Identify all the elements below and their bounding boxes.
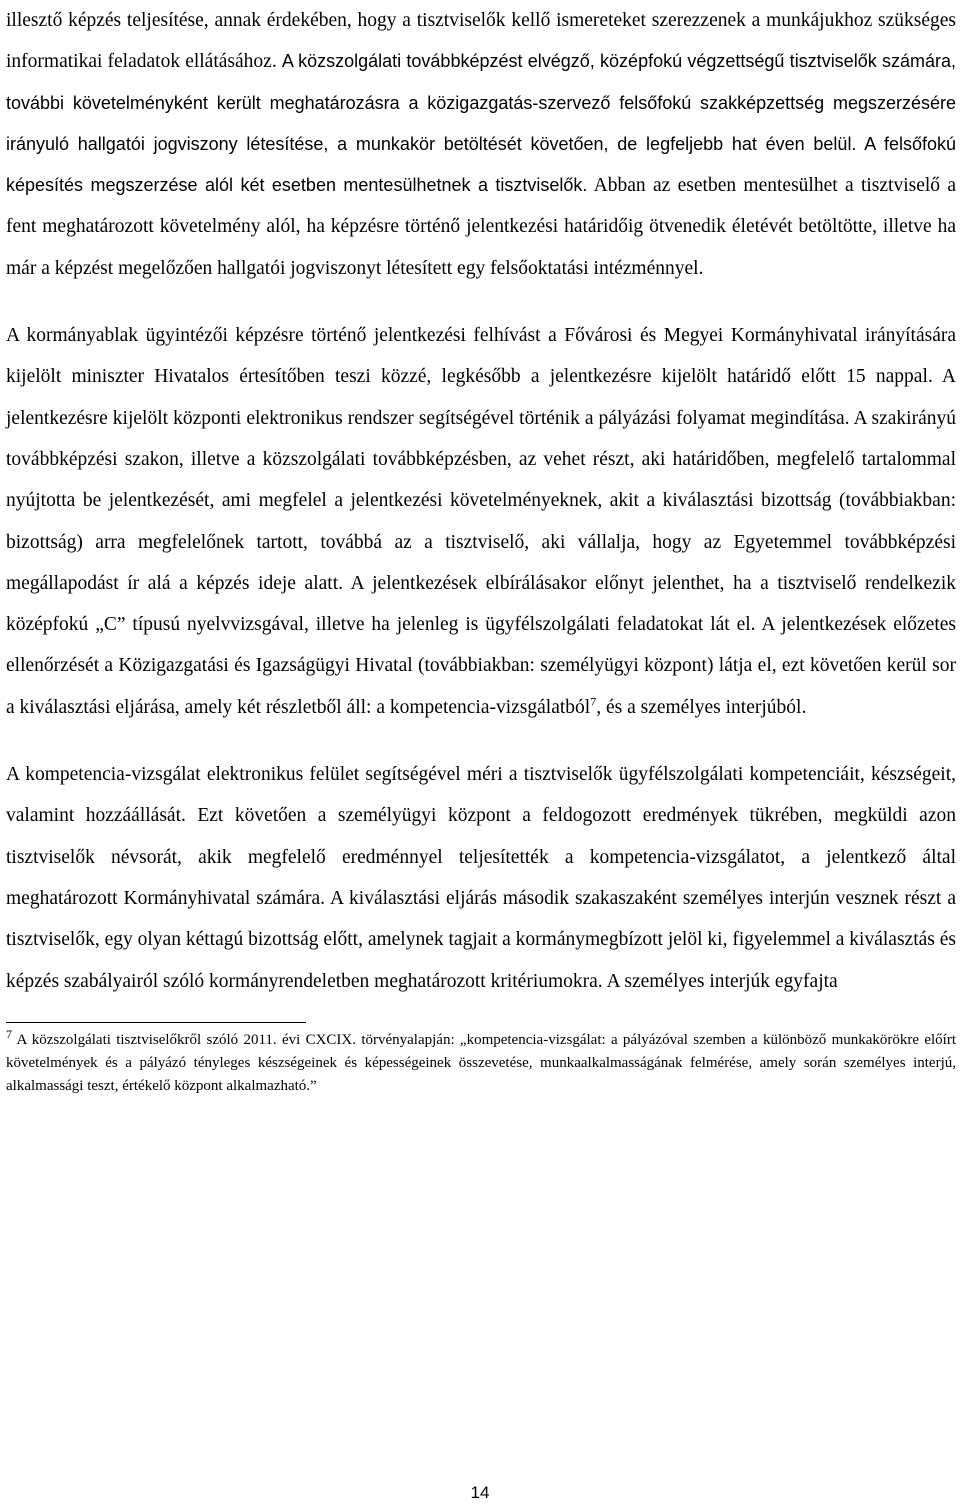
paragraph-gap bbox=[6, 289, 956, 315]
paragraph-2 bbox=[6, 315, 956, 728]
footnote-number: 7 bbox=[6, 1026, 12, 1041]
paragraph-2-text: A kormányablak ügyintézői képzésre történő jelentkezési felhívást a Fővárosi és Megyei Kormányhivatal irányítására kijelölt miniszter Hivatalos értesítőben teszi közzé, legkésőbb a jelentkezésre kijelölt határidő előtt 15 nappal. A jelentkezésre kijelölt központi elektronikus rendszer segítségével történik a pályázási folyamat megindítása. A szakirányú továbbképzési szakon, illetve a közszolgálati továbbképzésben, az vehet részt, aki határidőben, megfelelő tartalommal nyújtotta be jelentkezését, ami megfelel a jelentkezési követelményeknek, akit a kiválasztási bizottság (továbbiakban: bizottság) arra megfelelőnek tartott, továbbá az a tisztviselő, aki vállalja, hogy az Egyetemmel továbbképzési megállapodást ír alá a képzés ideje alatt. A jelentkezések elbírálásakor előnyt jelenthet, ha a tisztviselő rendelkezik középfokú „C” típusú nyelvvizsgával, illetve ha jelenleg is ügyfélszolgálati feladatokat lát el. A jelentkezések előzetes ellenőrzését a Közigazgatási és Igazságügyi Hivatal (továbbiakban: személyügyi központ) látja el, ezt követően kerül sor a kiválasztási eljárása, amely két részletből áll: a kompetencia-vizsgálatból bbox=[6, 325, 956, 718]
footnote-7 bbox=[6, 1026, 956, 1098]
paragraph-3 bbox=[6, 754, 956, 1002]
paragraph-1 bbox=[6, 0, 956, 289]
footnote-separator bbox=[6, 1022, 306, 1023]
paragraph-1-part-1: illesztő képzés teljesítése, annak érdekében, hogy a tisztviselők kellő ismereteket szerezzenek a munkájukhoz szükséges informatikai feladatok ellátásához. bbox=[6, 10, 956, 73]
paragraph-3-text: A kompetencia-vizsgálat elektronikus felület segítségével méri a tisztviselők ügyfélszolgálati kompetenciáit, készségeit, valamint hozzáállását. Ezt követően a személyügyi központ a feldogozott eredmények tükrében, megküldi azon tisztviselők névsorát, akik megfelelő eredménnyel teljesítették a kompetencia-vizsgálatot, a jelentkező által meghatározott Kormányhivatal számára. A kiválasztási eljárás második szakaszaként személyes interjún vesznek részt a tisztviselők, egy olyan kéttagú bizottság előtt, amelynek tagjait a kormánymegbízott jelöl ki, figyelemmel a kiválasztás és képzés szabályairól szóló kormányrendeletben meghatározott kritériumokra. A személyes interjúk egyfajta bbox=[6, 764, 956, 992]
footnote-reference-7[interactable]: 7 bbox=[590, 694, 597, 709]
paragraph-2-end: , és a személyes interjúból. bbox=[596, 696, 807, 718]
page-number: 14 bbox=[470, 1483, 490, 1502]
paragraph-1-part-3: Abban az esetben mentesülhet a tisztviselő a fent meghatározott követelmény alól, ha képzésre történő jelentkezési határidőig ötvenedik életévét betöltötte, illetve ha már a képzést megelőzően hallgatói jogviszonyt létesített egy felsőoktatási intézménnyel. bbox=[6, 175, 956, 279]
paragraph-1-part-2: A közszolgálati továbbképzést elvégző, középfokú végzettségű tisztviselők számára, további követelményként került meghatározásra a közigazgatás-szervező felsőfokú szakképzettség megszerzésére irányuló hallgatói jogviszony létesítése, a munkakör betöltését követően, de legfeljebb hat éven belül. A felsőfokú képesítés megszerzése alól két esetben mentesülhetnek a tisztviselők. bbox=[6, 51, 956, 196]
paragraph-gap bbox=[6, 728, 956, 754]
footnote-text: A közszolgálati tisztviselőkről szóló 2011. évi CXCIX. törvényalapján: „kompetencia-vizsgálat: a pályázóval szemben a különböző munkakörökre előírt követelmények és a pályázó tényleges készségeinek és képességeinek összevetése, munkaalkalmasságának felmérése, amely során személyes interjú, alkalmassági teszt, értékelő központ alkalmazható.” bbox=[6, 1031, 956, 1094]
